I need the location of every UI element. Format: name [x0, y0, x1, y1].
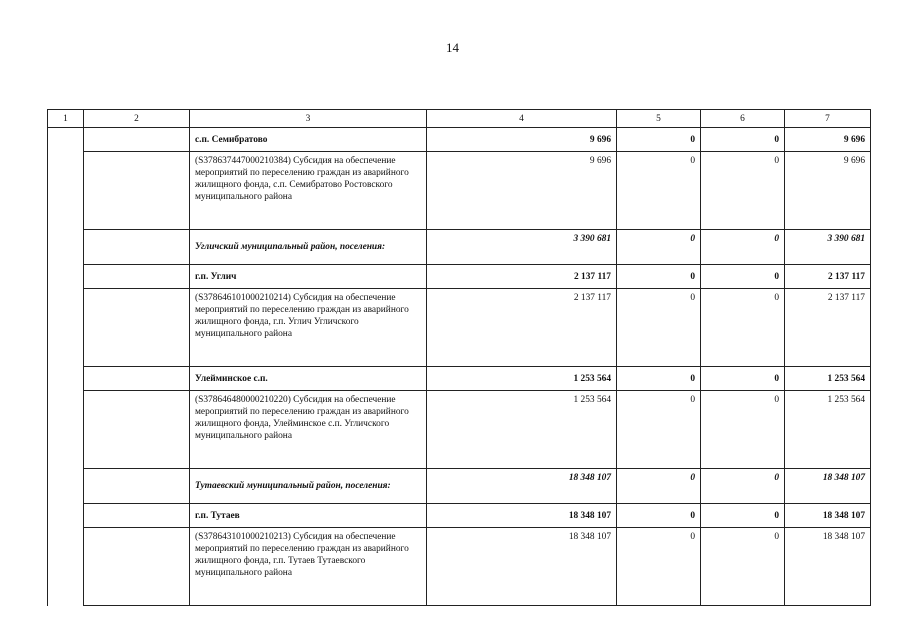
value-cell: 9 696 — [785, 152, 871, 230]
code-cell — [84, 289, 190, 367]
value-cell: 0 — [701, 265, 785, 289]
code-cell — [84, 128, 190, 152]
value-cell: 18 348 107 — [785, 528, 871, 606]
value-cell: 0 — [701, 504, 785, 528]
value-cell: 0 — [701, 469, 785, 504]
column-header-5: 5 — [617, 110, 701, 128]
value-cell: 0 — [617, 289, 701, 367]
name-cell: с.п. Семибратово — [190, 128, 427, 152]
code-cell — [84, 265, 190, 289]
table-row — [48, 265, 871, 289]
table-row — [48, 128, 871, 152]
page-number: 14 — [446, 40, 459, 55]
table-row — [48, 367, 871, 391]
value-cell: 18 348 107 — [427, 504, 617, 528]
value-cell: 1 253 564 — [785, 367, 871, 391]
column-header-6: 6 — [701, 110, 785, 128]
table-row — [48, 391, 871, 469]
code-cell — [84, 230, 190, 265]
value-cell: 18 348 107 — [427, 469, 617, 504]
value-cell: 0 — [617, 367, 701, 391]
column-header-2: 2 — [84, 110, 190, 128]
column-1-cell — [48, 128, 84, 606]
value-cell: 0 — [617, 128, 701, 152]
value-cell: 2 137 117 — [427, 289, 617, 367]
value-cell: 18 348 107 — [427, 528, 617, 606]
code-cell — [84, 528, 190, 606]
value-cell: 2 137 117 — [427, 265, 617, 289]
value-cell: 0 — [617, 152, 701, 230]
column-header-4: 4 — [427, 110, 617, 128]
value-cell: 3 390 681 — [427, 230, 617, 265]
table-row — [48, 504, 871, 528]
value-cell: 0 — [617, 391, 701, 469]
value-cell: 9 696 — [427, 128, 617, 152]
table-row — [48, 528, 871, 606]
name-cell: (S378643101000210213) Субсидия на обеспечение мероприятий по переселению граждан из аварийного жилищного фонда, г.п. Тутаев Тутаевского муниципального района — [190, 528, 427, 606]
value-cell: 0 — [617, 528, 701, 606]
value-cell: 0 — [701, 391, 785, 469]
value-cell: 9 696 — [785, 128, 871, 152]
value-cell: 2 137 117 — [785, 289, 871, 367]
name-cell: г.п. Тутаев — [190, 504, 427, 528]
value-cell: 0 — [701, 152, 785, 230]
budget-table — [47, 109, 871, 606]
value-cell: 18 348 107 — [785, 469, 871, 504]
value-cell: 0 — [701, 128, 785, 152]
value-cell: 0 — [701, 528, 785, 606]
value-cell: 1 253 564 — [427, 391, 617, 469]
name-cell: Улейминское с.п. — [190, 367, 427, 391]
column-number-row — [48, 110, 871, 128]
value-cell: 0 — [617, 265, 701, 289]
code-cell — [84, 504, 190, 528]
value-cell: 0 — [701, 289, 785, 367]
name-cell: Тутаевский муниципальный район, поселения: — [190, 469, 427, 504]
name-cell: (S378637447000210384) Субсидия на обеспечение мероприятий по переселению граждан из аварийного жилищного фонда, с.п. Семибратово Ростовского муниципального района — [190, 152, 427, 230]
value-cell: 9 696 — [427, 152, 617, 230]
column-header-1: 1 — [48, 110, 84, 128]
value-cell: 0 — [701, 230, 785, 265]
table-row — [48, 469, 871, 504]
code-cell — [84, 152, 190, 230]
value-cell: 1 253 564 — [785, 391, 871, 469]
value-cell: 1 253 564 — [427, 367, 617, 391]
name-cell: (S378646480000210220) Субсидия на обеспечение мероприятий по переселению граждан из аварийного жилищного фонда, Улейминское с.п. Угличского муниципального района — [190, 391, 427, 469]
table-row — [48, 230, 871, 265]
value-cell: 3 390 681 — [785, 230, 871, 265]
value-cell: 2 137 117 — [785, 265, 871, 289]
value-cell: 0 — [617, 469, 701, 504]
table-row — [48, 289, 871, 367]
value-cell: 18 348 107 — [785, 504, 871, 528]
column-header-3: 3 — [190, 110, 427, 128]
code-cell — [84, 367, 190, 391]
value-cell: 0 — [617, 504, 701, 528]
code-cell — [84, 391, 190, 469]
value-cell: 0 — [701, 367, 785, 391]
table-row — [48, 152, 871, 230]
name-cell: г.п. Углич — [190, 265, 427, 289]
value-cell: 0 — [617, 230, 701, 265]
code-cell — [84, 469, 190, 504]
name-cell: Угличский муниципальный район, поселения: — [190, 230, 427, 265]
column-header-7: 7 — [785, 110, 871, 128]
name-cell: (S378646101000210214) Субсидия на обеспечение мероприятий по переселению граждан из аварийного жилищного фонда, г.п. Углич Угличского муниципального района — [190, 289, 427, 367]
